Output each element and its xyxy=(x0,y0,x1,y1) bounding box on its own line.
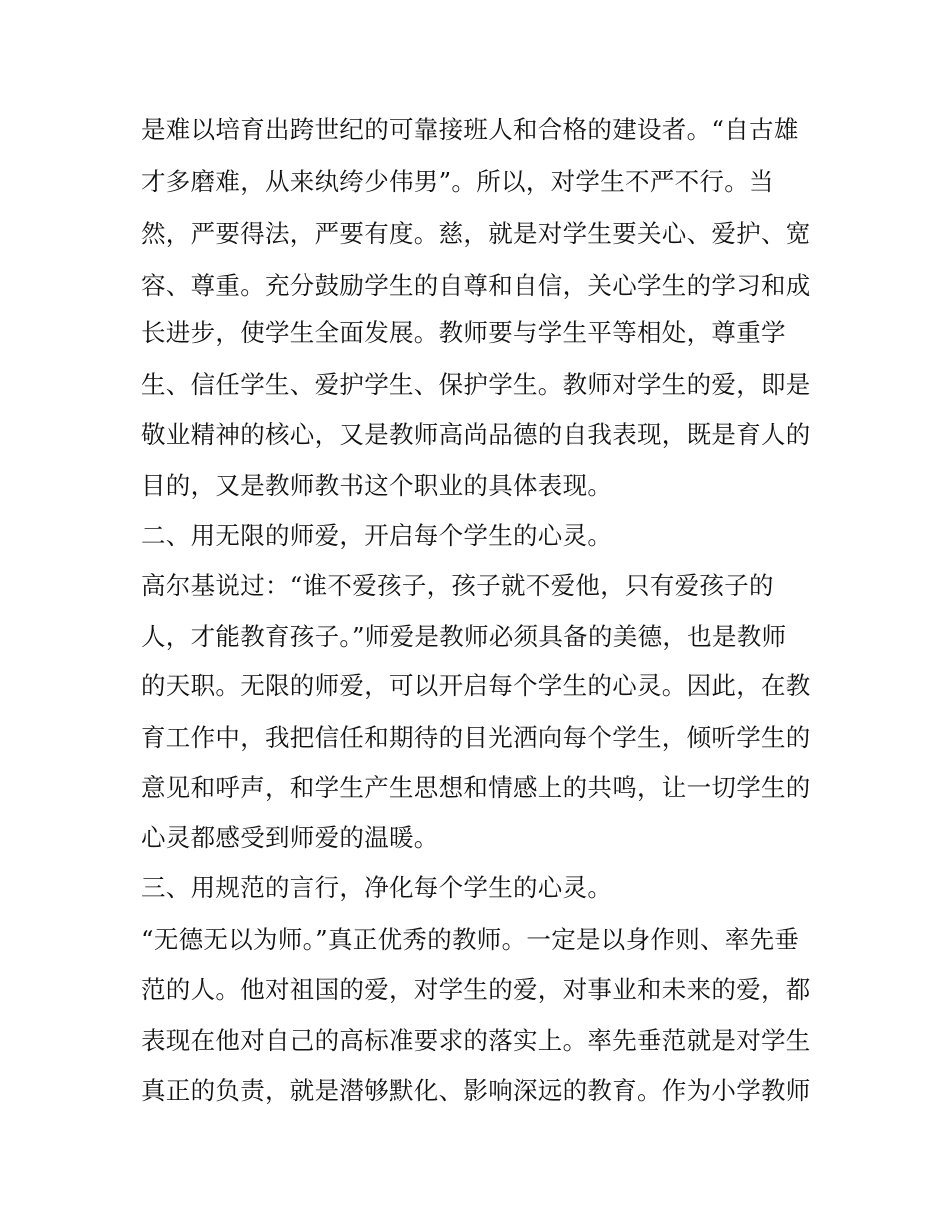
text-line: “无德无以为师。”真正优秀的教师。一定是以身作则、率先垂 xyxy=(141,925,800,954)
text-line: 育工作中，我把信任和期待的目光洒向每个学生，倾听学生的 xyxy=(141,723,811,752)
text-line: 表现在他对自己的高标准要求的落实上。率先垂范就是对学生 xyxy=(141,1026,811,1055)
text-line: 才多磨难，从来纨绔少伟男”。所以，对学生不严不行。当 xyxy=(141,167,774,196)
text-line: 生、信任学生、爱护学生、保护学生。教师对学生的爱，即是 xyxy=(141,370,811,399)
text-line: 敬业精神的核心，又是教师高尚品德的自我表现，既是育人的 xyxy=(141,420,811,449)
text-line: 真正的负责，就是潜够默化、影响深远的教育。作为小学教师 xyxy=(141,1076,811,1105)
text-line: 是难以培育出跨世纪的可靠接班人和合格的建设者。“自古雄 xyxy=(141,115,799,144)
text-line: 的天职。无限的师爱，可以开启每个学生的心灵。因此，在教 xyxy=(141,671,811,700)
text-line: 目的，又是教师教书这个职业的具体表现。 xyxy=(141,471,613,500)
text-line: 容、尊重。充分鼓励学生的自尊和自信，关心学生的学习和成 xyxy=(141,271,811,300)
text-line: 人，才能教育孩子。”师爱是教师必须具备的美德，也是教师 xyxy=(141,622,787,651)
text-line: 然，严要得法，严要有度。慈，就是对学生要关心、爱护、宽 xyxy=(141,219,811,248)
text-line: 长进步，使学生全面发展。教师要与学生平等相处，尊重学 xyxy=(141,318,786,347)
text-line: 意见和呼声，和学生产生思想和情感上的共鸣，让一切学生的 xyxy=(141,773,811,802)
text-line: 高尔基说过：“谁不爱孩子，孩子就不爱他，只有爱孩子的 xyxy=(141,571,774,600)
section-heading: 二、用无限的师爱，开启每个学生的心灵。 xyxy=(141,521,613,550)
text-line: 范的人。他对祖国的爱，对学生的爱，对事业和未来的爱，都 xyxy=(141,975,811,1004)
section-heading: 三、用规范的言行，净化每个学生的心灵。 xyxy=(141,873,613,902)
text-line: 心灵都感受到师爱的温暖。 xyxy=(141,823,439,852)
